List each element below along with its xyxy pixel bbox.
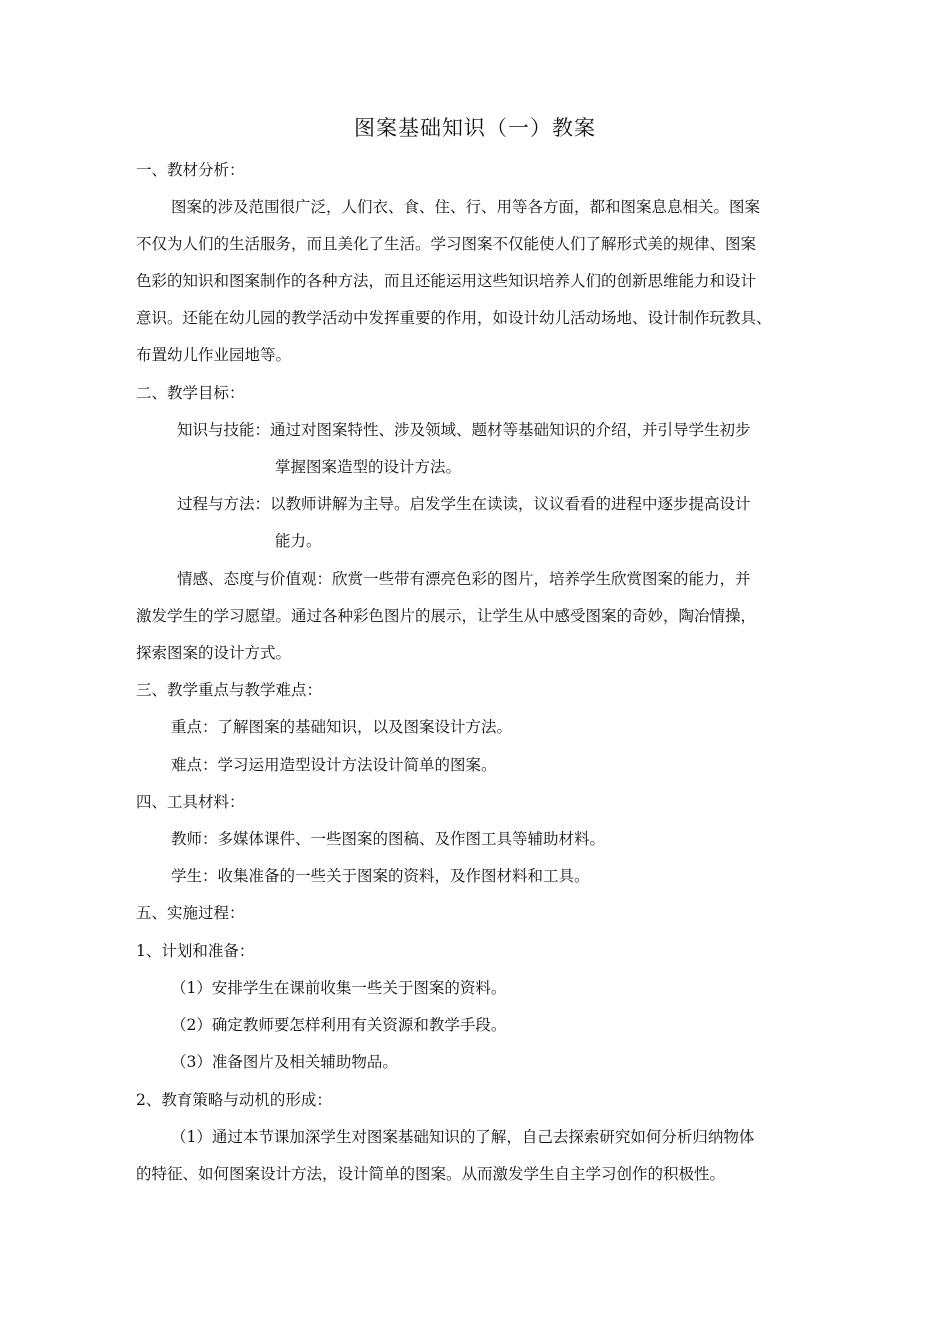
paragraph-line: （1）通过本节课加深学生对图案基础知识的了解，自己去探索研究如何分析归纳物体 xyxy=(171,1128,755,1146)
tools-student-line: 学生：收集准备的一些关于图案的资料，及作图材料和工具。 xyxy=(171,867,590,885)
objective-process-line: 过程与方法：以教师讲解为主导。启发学生在读读，议议看看的进程中逐步提高设计 xyxy=(177,495,751,513)
document-title: 图案基础知识（一）教案 xyxy=(354,116,596,140)
tools-teacher-line: 教师：多媒体课件、一些图案的图稿、及作图工具等辅助材料。 xyxy=(171,830,606,848)
objective-emotion-line: 探索图案的设计方式。 xyxy=(136,644,292,662)
paragraph-line: 图案的涉及范围很广泛，人们衣、食、住、行、用等各方面，都和图案息息相关。图案 xyxy=(171,198,761,216)
difficult-point-line: 难点：学习运用造型设计方法设计简单的图案。 xyxy=(171,756,497,774)
plan-item: （2）确定教师要怎样利用有关资源和教学手段。 xyxy=(171,1016,507,1034)
subsection-heading-plan: 1、计划和准备： xyxy=(136,942,255,960)
paragraph-line: 意识。还能在幼儿园的教学活动中发挥重要的作用，如设计幼儿活动场地、设计制作玩教具、 xyxy=(136,309,772,327)
objective-emotion-line: 激发学生的学习愿望。通过各种彩色图片的展示，让学生从中感受图案的奇妙，陶冶情操， xyxy=(136,607,757,625)
section-heading-process: 五、实施过程： xyxy=(136,904,245,922)
plan-item: （3）准备图片及相关辅助物品。 xyxy=(171,1053,398,1071)
objective-emotion-line: 情感、态度与价值观：欣赏一些带有漂亮色彩的图片，培养学生欣赏图案的能力，并 xyxy=(177,570,751,588)
paragraph-line: 不仅为人们的生活服务，而且美化了生活。学习图案不仅能使人们了解形式美的规律、图案 xyxy=(136,235,757,253)
key-point-line: 重点：了解图案的基础知识，以及图案设计方法。 xyxy=(171,718,513,736)
paragraph-line: 布置幼儿作业园地等。 xyxy=(136,346,292,364)
plan-item: （1）安排学生在课前收集一些关于图案的资料。 xyxy=(171,979,507,997)
paragraph-line: 色彩的知识和图案制作的各种方法，而且还能运用这些知识培养人们的创新思维能力和设计 xyxy=(136,272,757,290)
subsection-heading-strategy: 2、教育策略与动机的形成： xyxy=(136,1091,332,1109)
section-heading-materials: 一、教材分析： xyxy=(136,161,245,179)
objective-knowledge-line: 知识与技能：通过对图案特性、涉及领域、题材等基础知识的介绍，并引导学生初步 xyxy=(177,421,751,439)
section-heading-key-points: 三、教学重点与教学难点： xyxy=(136,681,323,699)
section-heading-objectives: 二、教学目标： xyxy=(136,384,245,402)
objective-knowledge-line: 掌握图案造型的设计方法。 xyxy=(275,458,462,476)
paragraph-line: 的特征、如何图案设计方法，设计简单的图案。从而激发学生自主学习创作的积极性。 xyxy=(136,1165,726,1183)
section-heading-tools: 四、工具材料： xyxy=(136,793,245,811)
objective-process-line: 能力。 xyxy=(275,532,322,550)
